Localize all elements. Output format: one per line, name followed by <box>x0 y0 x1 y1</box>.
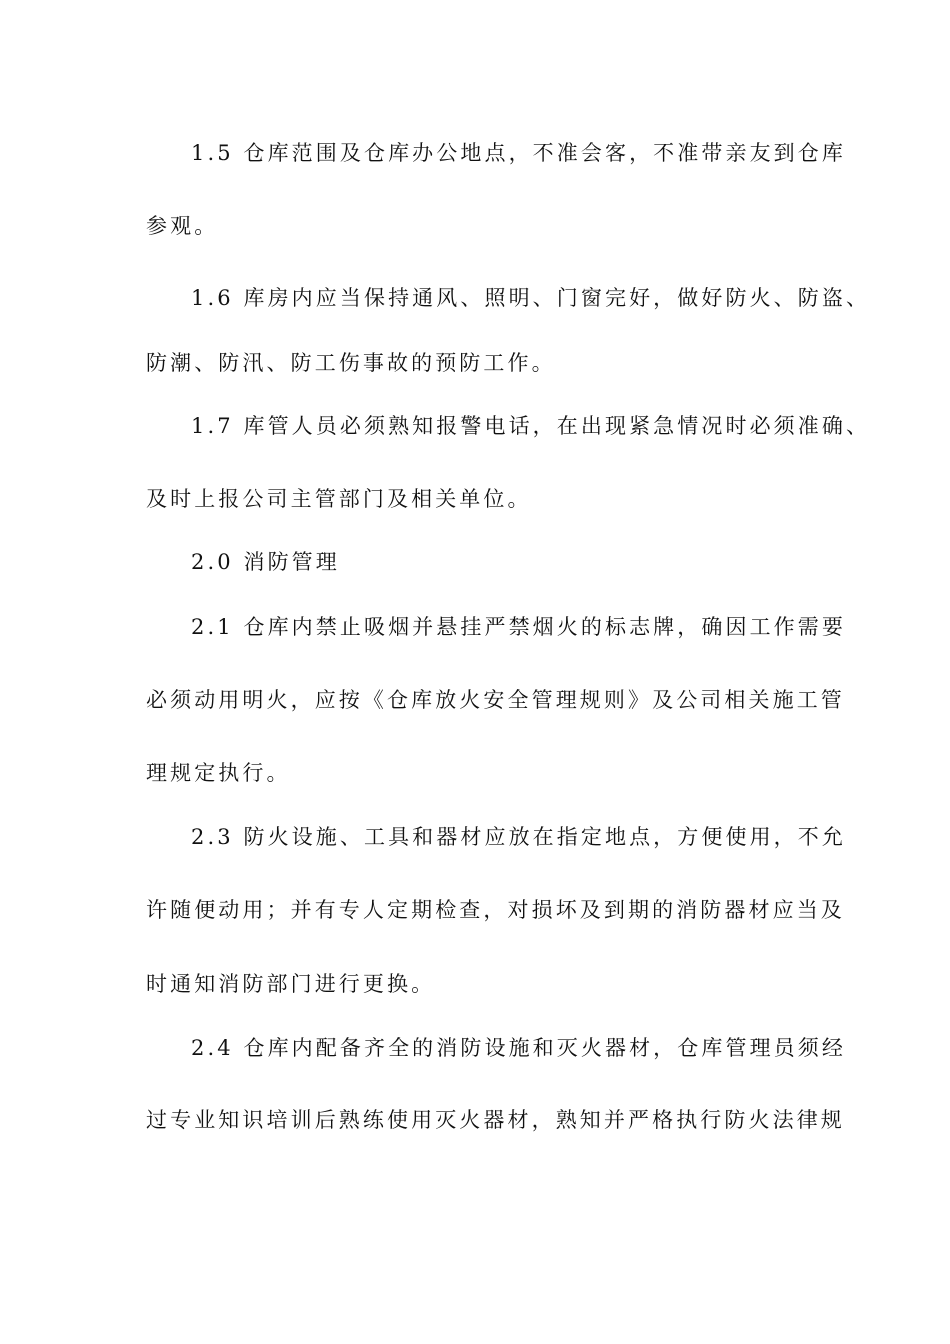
section-heading-2-0: 2.0 消防管理 <box>191 550 340 574</box>
paragraph-2-1-line-1: 2.1 仓库内禁止吸烟并悬挂严禁烟火的标志牌，确因工作需要 <box>191 615 846 639</box>
paragraph-2-1-line-3: 理规定执行。 <box>146 761 291 785</box>
paragraph-1-7-line-2: 及时上报公司主管部门及相关单位。 <box>146 487 532 511</box>
paragraph-2-3-line-3: 时通知消防部门进行更换。 <box>146 972 436 996</box>
paragraph-1-5-line-2: 参观。 <box>146 214 219 238</box>
paragraph-2-4-line-1: 2.4 仓库内配备齐全的消防设施和灭火器材，仓库管理员须经 <box>191 1036 846 1060</box>
paragraph-1-6-line-1: 1.6 库房内应当保持通风、照明、门窗完好，做好防火、防盗、 <box>191 286 871 310</box>
paragraph-2-1-line-2: 必须动用明火，应按《仓库放火安全管理规则》及公司相关施工管 <box>146 688 845 712</box>
paragraph-2-4-line-2: 过专业知识培训后熟练使用灭火器材，熟知并严格执行防火法律规 <box>146 1108 845 1132</box>
paragraph-1-7-line-1: 1.7 库管人员必须熟知报警电话，在出现紧急情况时必须准确、 <box>191 414 871 438</box>
paragraph-1-5-line-1: 1.5 仓库范围及仓库办公地点，不准会客，不准带亲友到仓库 <box>191 141 846 165</box>
paragraph-2-3-line-2: 许随便动用；并有专人定期检查，对损坏及到期的消防器材应当及 <box>146 898 845 922</box>
paragraph-1-6-line-2: 防潮、防汛、防工伤事故的预防工作。 <box>146 351 556 375</box>
paragraph-2-3-line-1: 2.3 防火设施、工具和器材应放在指定地点，方便使用，不允 <box>191 825 846 849</box>
